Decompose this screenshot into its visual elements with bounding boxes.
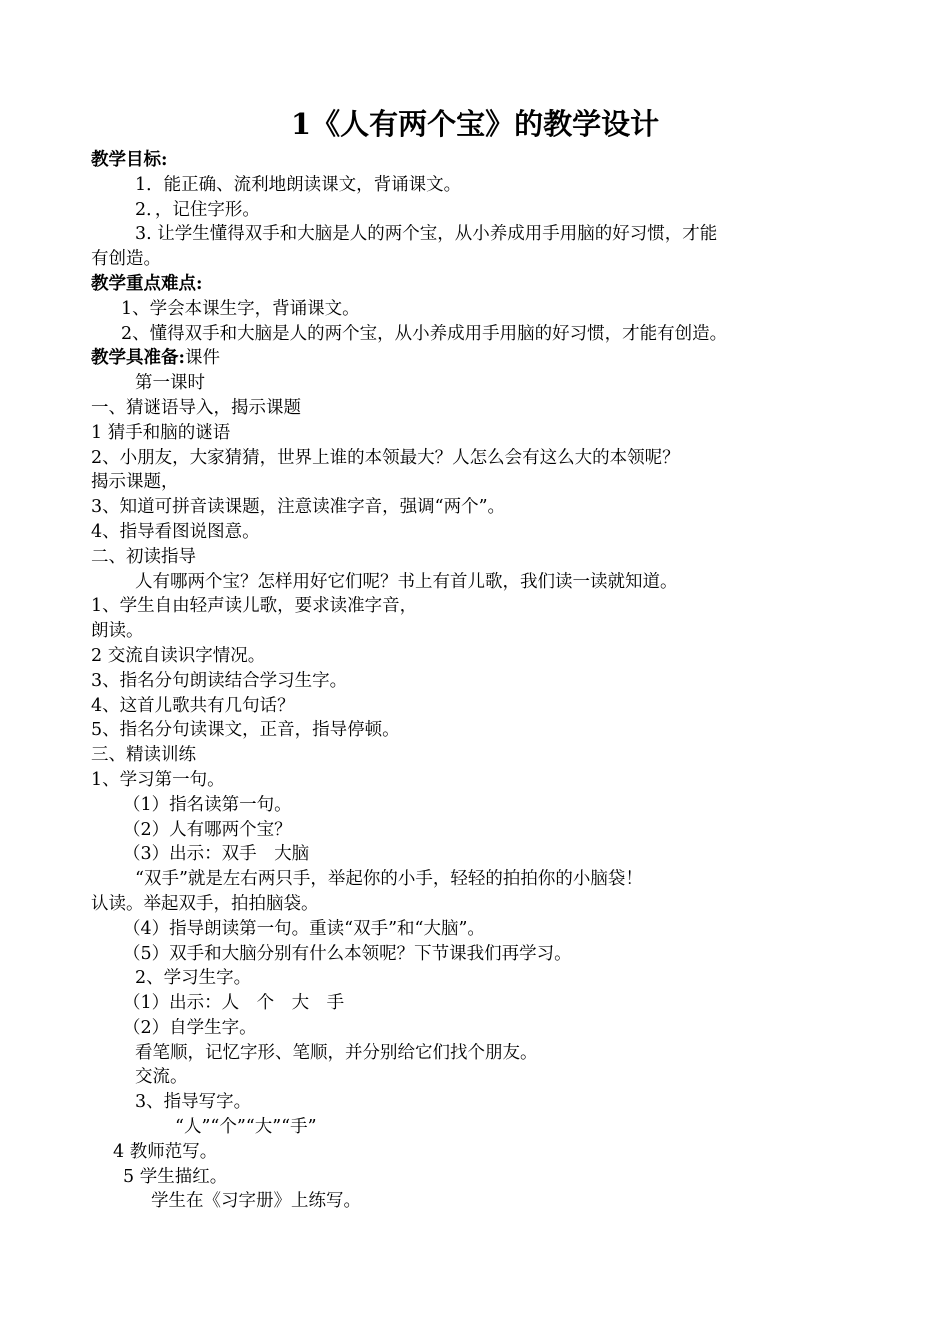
section-heading: 三、精读训练 (91, 745, 196, 766)
paragraph-line: 5 学生描红。 (123, 1166, 228, 1187)
key-point-2: 2、懂得双手和大脑是人的两个宝，从小养成用手用脑的好习惯，才能有创造。 (121, 323, 728, 344)
objective-3-first: 3. 让学生懂得双手和大脑是人的两个宝，从小养成用手用脑的好习惯，才能 (135, 224, 718, 245)
paragraph-line: 4、指导看图说图意。 (91, 521, 260, 542)
paragraph-line: 1、学习第一句。 (91, 769, 225, 790)
paragraph-line: （3）出示：双手 大脑 (123, 844, 310, 865)
prep-value: 课件 (184, 348, 220, 369)
section-heading: 一、猜谜语导入，揭示课题 (91, 397, 301, 418)
paragraph-line: （4）指导朗读第一句。重读“双手”和“大脑”。 (123, 918, 485, 939)
paragraph-line: 4、这首儿歌共有几句话？ (91, 695, 295, 716)
paragraph-line: 2、学习生字。 (135, 968, 252, 989)
key-points-heading: 教学重点难点: (91, 273, 203, 294)
paragraph-line: （1）出示：人 个 大 手 (123, 993, 345, 1014)
objective-3-rest: 有创造。 (91, 249, 161, 270)
paragraph-line: （1）指名读第一句。 (123, 794, 292, 815)
paragraph-line: 看笔顺，记忆字形、笔顺，并分别给它们找个朋友。 (135, 1042, 538, 1063)
paragraph-line: “人”“个”“大”“手” (175, 1117, 317, 1138)
paragraph-line: 朗读。 (91, 621, 144, 642)
paragraph-line: 1 猜手和脑的谜语 (91, 422, 231, 443)
paragraph-line: 交流。 (135, 1067, 188, 1088)
paragraph-line: 3、知道可拼音读课题，注意读准字音，强调“两个”。 (91, 497, 506, 518)
objectives-heading: 教学目标: (91, 150, 168, 170)
document-body (91, 148, 866, 1214)
paragraph-line: 2、小朋友，大家猜猜，世界上谁的本领最大？人怎么会有这么大的本领呢？ (91, 447, 680, 468)
key-point-1: 1、学会本课生字，背诵课文。 (121, 298, 360, 319)
paragraph-line: 认读。举起双手，拍拍脑袋。 (91, 893, 319, 914)
objective-1: 1．能正确、流利地朗读课文，背诵课文。 (135, 174, 462, 195)
paragraph-line: （2）自学生字。 (123, 1017, 257, 1038)
paragraph-line: 2 交流自读识字情况。 (91, 645, 266, 666)
paragraph-line: 1、学生自由轻声读儿歌，要求读准字音， (91, 596, 418, 617)
lesson-label: 第一课时 (135, 373, 205, 394)
prep-label: 教学具准备: (91, 348, 185, 369)
paragraph-line: （2）人有哪两个宝？ (123, 819, 292, 840)
paragraph-line: 3、指导写字。 (135, 1092, 252, 1113)
document-title: 1《人有两个宝》的教学设计 (290, 107, 660, 141)
paragraph-line: 4 教师范写。 (113, 1141, 218, 1162)
paragraph-line: 3、指名分句朗读结合学习生字。 (91, 670, 348, 691)
section-heading: 二、初读指导 (91, 546, 196, 567)
prep-line (91, 346, 866, 371)
paragraph-line: （5）双手和大脑分别有什么本领呢？下节课我们再学习。 (123, 943, 572, 964)
paragraph-line: 揭示课题， (91, 472, 179, 493)
paragraph-line: 5、指名分句读课文，正音，指导停顿。 (91, 720, 400, 741)
objective-2: 2．，记住字形。 (135, 199, 260, 220)
paragraph-line: 学生在《习字册》上练写。 (151, 1191, 361, 1212)
paragraph-line: “双手”就是左右两只手，举起你的小手，轻轻的拍拍你的小脑袋！ (135, 869, 643, 890)
paragraph-line: 人有哪两个宝？怎样用好它们呢？书上有首儿歌，我们读一读就知道。 (135, 571, 678, 592)
